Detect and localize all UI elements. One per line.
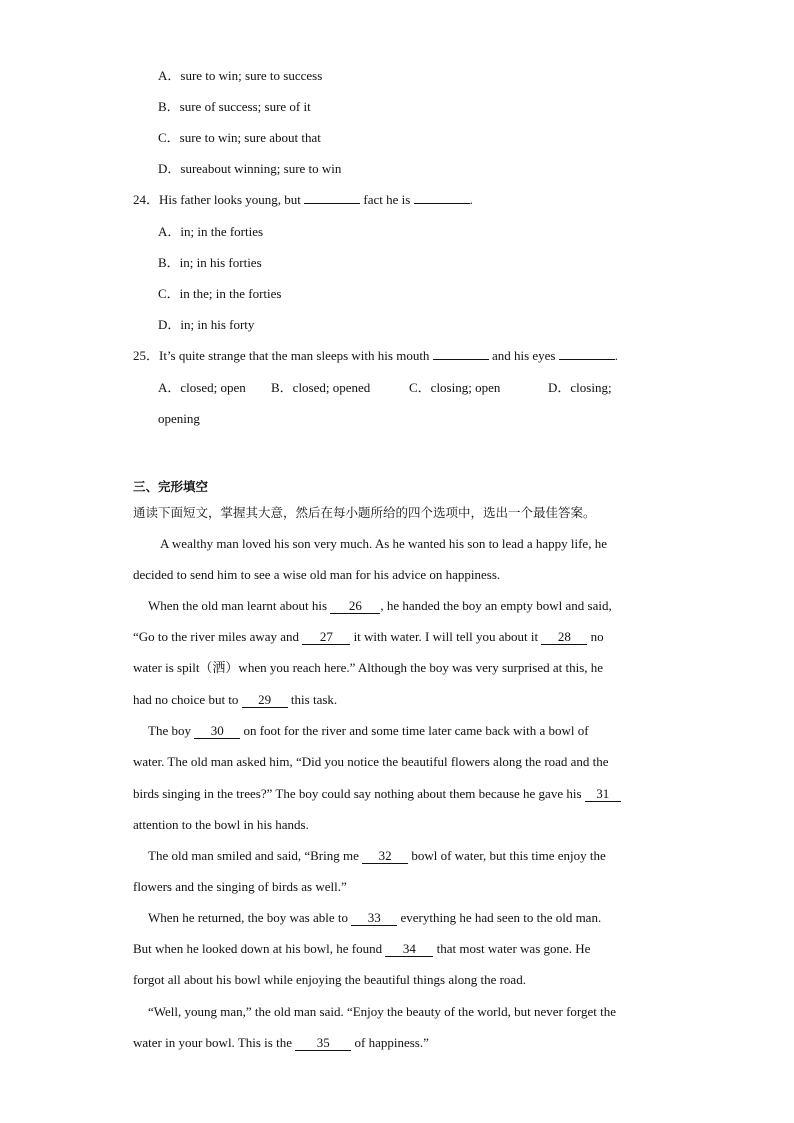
passage-text: everything he had seen to the old man. <box>400 910 602 925</box>
passage-line: water. The old man asked him, “Did you notice the beautiful flowers along the road and the <box>133 754 609 769</box>
passage-line <box>133 940 590 958</box>
passage-text: water in your bowl. This is the <box>133 1035 292 1050</box>
passage-text: But when he looked down at his bowl, he found <box>133 941 383 956</box>
passage-text: no <box>590 629 604 644</box>
passage-text: of happiness.” <box>354 1035 429 1050</box>
blank-26: 26 <box>330 598 380 614</box>
passage-text: birds singing in the trees?” The boy could say nothing about them because he gave his <box>133 786 582 801</box>
q25-blank-1 <box>433 347 489 360</box>
passage-line <box>148 847 606 865</box>
passage-line <box>148 597 612 615</box>
passage-line: decided to send him to see a wise old man for his advice on happiness. <box>133 567 501 582</box>
passage-text: it with water. I will tell you about it <box>353 629 539 644</box>
q24-blank-2 <box>414 191 470 204</box>
q24-stem-part-c: . <box>469 192 473 207</box>
q23-option-b: B．sure of success; sure of it <box>158 99 311 114</box>
passage-line <box>148 909 601 927</box>
passage-text: When the old man learnt about his <box>148 598 328 613</box>
q25-stem <box>133 347 618 365</box>
passage-text: , he handed the boy an empty bowl and said, <box>380 598 612 613</box>
passage-line: A wealthy man loved his son very much. As he wanted his son to lead a happy life, he <box>160 536 607 551</box>
q24-stem-part-a: 24．His father looks young, but <box>133 192 301 207</box>
q25-option-c: C．closing; open <box>409 380 501 395</box>
passage-text: bowl of water, but this time enjoy the <box>411 848 606 863</box>
q24-blank-1 <box>304 191 360 204</box>
q25-option-d: D．closing; <box>548 380 612 395</box>
passage-line: forgot all about his bowl while enjoying the beautiful things along the road. <box>133 972 526 987</box>
passage-text: on foot for the river and some time later came back with a bowl of <box>243 723 589 738</box>
q24-stem <box>133 191 473 209</box>
blank-31: 31 <box>585 786 621 802</box>
blank-27: 27 <box>302 629 350 645</box>
passage-text: The boy <box>148 723 191 738</box>
blank-33: 33 <box>351 910 397 926</box>
blank-34: 34 <box>385 941 433 957</box>
blank-30: 30 <box>194 723 240 739</box>
q24-option-b: B．in; in his forties <box>158 255 262 270</box>
q23-option-d: D．sureabout winning; sure to win <box>158 161 342 176</box>
q25-blank-2 <box>559 347 615 360</box>
q23-option-a: A．sure to win; sure to success <box>158 68 323 83</box>
q25-stem-part-a: 25．It’s quite strange that the man sleeps with his mouth <box>133 348 430 363</box>
passage-line <box>133 1034 429 1052</box>
passage-line: water is spilt（洒）when you reach here.” Although the boy was very surprised at this, he <box>133 660 604 675</box>
passage-text: had no choice but to <box>133 692 239 707</box>
passage-line <box>133 628 604 646</box>
passage-text: The old man smiled and said, “Bring me <box>148 848 359 863</box>
passage-text: this task. <box>290 692 338 707</box>
q25-option-a: A．closed; open <box>158 380 246 395</box>
passage-text: “Go to the river miles away and <box>133 629 300 644</box>
passage-text: that most water was gone. He <box>436 941 591 956</box>
passage-line: “Well, young man,” the old man said. “Enjoy the beauty of the world, but never forget the <box>148 1004 617 1019</box>
q24-option-a: A．in; in the forties <box>158 224 264 239</box>
passage-line <box>133 691 337 709</box>
q24-option-c: C．in the; in the forties <box>158 286 282 301</box>
q25-stem-part-c: . <box>614 348 618 363</box>
q24-stem-part-b: fact he is <box>363 192 411 207</box>
passage-line <box>133 785 621 803</box>
passage-line: flowers and the singing of birds as well.” <box>133 879 347 894</box>
passage-text: When he returned, the boy was able to <box>148 910 348 925</box>
blank-28: 28 <box>541 629 587 645</box>
q25-option-b: B．closed; opened <box>271 380 371 395</box>
blank-35: 35 <box>295 1035 351 1051</box>
section-instruction: 通读下面短文，掌握其大意，然后在每小题所给的四个选项中，选出一个最佳答案。 <box>133 505 596 520</box>
q25-stem-part-b: and his eyes <box>491 348 556 363</box>
blank-32: 32 <box>362 848 408 864</box>
q23-option-c: C．sure to win; sure about that <box>158 130 321 145</box>
passage-line <box>148 722 589 740</box>
q25-option-d-continued: opening <box>158 411 200 426</box>
passage-line: attention to the bowl in his hands. <box>133 817 309 832</box>
q24-option-d: D．in; in his forty <box>158 317 255 332</box>
q25-options-row <box>158 379 612 397</box>
section-title: 三、完形填空 <box>133 479 209 494</box>
blank-29: 29 <box>242 692 288 708</box>
